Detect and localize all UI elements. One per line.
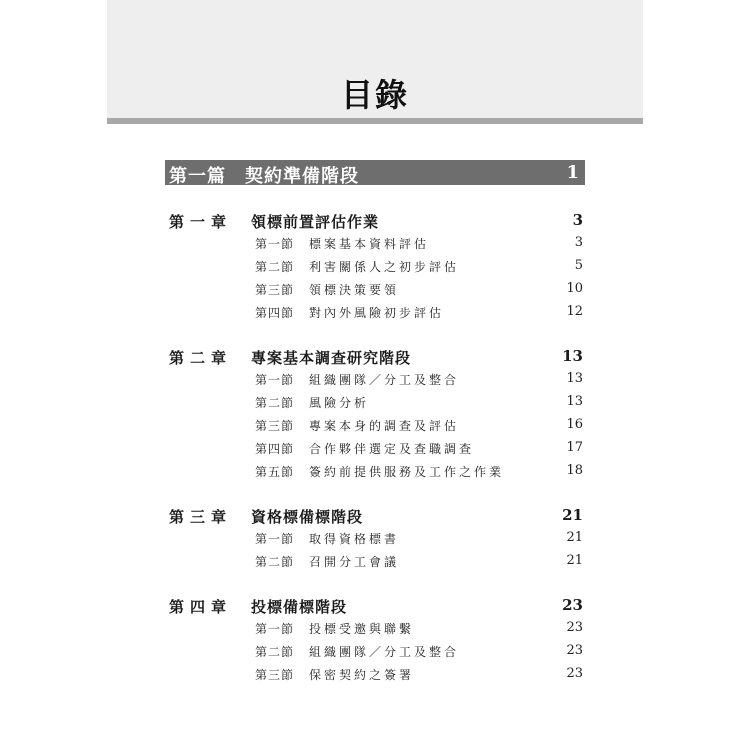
chapter-label: 第三章 [169,508,233,526]
section-title: 保密契約之簽署 [309,668,415,682]
chapter-row[interactable] [165,344,585,368]
chapter-title: 領標前置評估作業 [251,213,380,231]
section-label: 第一節 [255,532,295,546]
chapter-label: 第一章 [169,213,233,231]
chapter-label: 第二章 [169,349,233,367]
part-title: 契約準備階段 [245,166,359,187]
section-label: 第一節 [255,237,295,251]
section-title: 組織團隊／分工及整合 [309,373,460,387]
section-row[interactable] [165,640,585,663]
section-row[interactable] [165,255,585,278]
section-page-number: 13 [566,371,583,386]
section-row[interactable] [165,663,585,686]
chapter-row[interactable] [165,593,585,617]
chapter-block [165,208,585,324]
section-row[interactable] [165,232,585,255]
section-label: 第二節 [255,555,295,569]
section-label: 第四節 [255,306,295,320]
section-row[interactable] [165,527,585,550]
section-title: 召開分工會議 [309,555,400,569]
section-title: 合作夥伴選定及查職調查 [309,442,475,456]
chapter-title: 資格標備標階段 [251,508,364,526]
section-label: 第五節 [255,465,295,479]
section-page-number: 23 [566,666,583,681]
section-page-number: 23 [566,643,583,658]
section-row[interactable] [165,414,585,437]
section-label: 第一節 [255,373,295,387]
chapter-label: 第四章 [169,598,233,616]
section-page-number: 23 [566,620,583,635]
section-page-number: 3 [574,235,583,250]
section-label: 第二節 [255,396,295,410]
section-page-number: 13 [566,394,583,409]
part-heading [165,160,585,185]
section-label: 第一節 [255,622,295,636]
section-row[interactable] [165,368,585,391]
section-label: 第二節 [255,260,295,274]
table-of-contents [165,208,585,706]
section-label: 第三節 [255,283,295,297]
section-title: 取得資格標書 [309,532,400,546]
section-title: 組織團隊／分工及整合 [309,645,460,659]
section-row[interactable] [165,278,585,301]
chapter-block [165,344,585,483]
chapter-block [165,593,585,686]
section-row[interactable] [165,460,585,483]
section-title: 專案本身的調查及評估 [309,419,460,433]
section-row[interactable] [165,437,585,460]
section-title: 標案基本資料評估 [309,237,430,251]
section-page-number: 16 [566,417,583,432]
section-row[interactable] [165,617,585,640]
section-title: 領標決策要領 [309,283,400,297]
section-page-number: 5 [574,258,583,273]
section-row[interactable] [165,301,585,324]
section-row[interactable] [165,550,585,573]
header-rule [107,118,643,124]
section-label: 第三節 [255,419,295,433]
section-page-number: 17 [566,440,583,455]
section-title: 簽約前提供服務及工作之作業 [309,465,505,479]
chapter-page-number: 23 [562,596,583,614]
section-page-number: 18 [566,463,583,478]
section-title: 投標受邀與聯繫 [309,622,415,636]
section-label: 第二節 [255,645,295,659]
chapter-block [165,503,585,573]
section-row[interactable] [165,391,585,414]
chapter-title: 專案基本調查研究階段 [251,349,412,367]
section-page-number: 10 [566,281,583,296]
section-label: 第三節 [255,668,295,682]
section-label: 第四節 [255,442,295,456]
chapter-row[interactable] [165,208,585,232]
chapter-page-number: 3 [572,211,583,229]
section-title: 利害關係人之初步評估 [309,260,460,274]
page-title: 目錄 [340,76,409,114]
part-label: 第一篇 [169,166,226,187]
toc-page [107,0,643,750]
section-page-number: 21 [566,530,583,545]
section-page-number: 12 [566,304,583,319]
chapter-page-number: 13 [562,347,583,365]
part-page-number: 1 [566,162,579,183]
section-title: 對內外風險初步評估 [309,306,445,320]
chapter-title: 投標備標階段 [251,598,348,616]
chapter-row[interactable] [165,503,585,527]
section-title: 風險分析 [309,396,370,410]
section-page-number: 21 [566,553,583,568]
chapter-page-number: 21 [562,506,583,524]
